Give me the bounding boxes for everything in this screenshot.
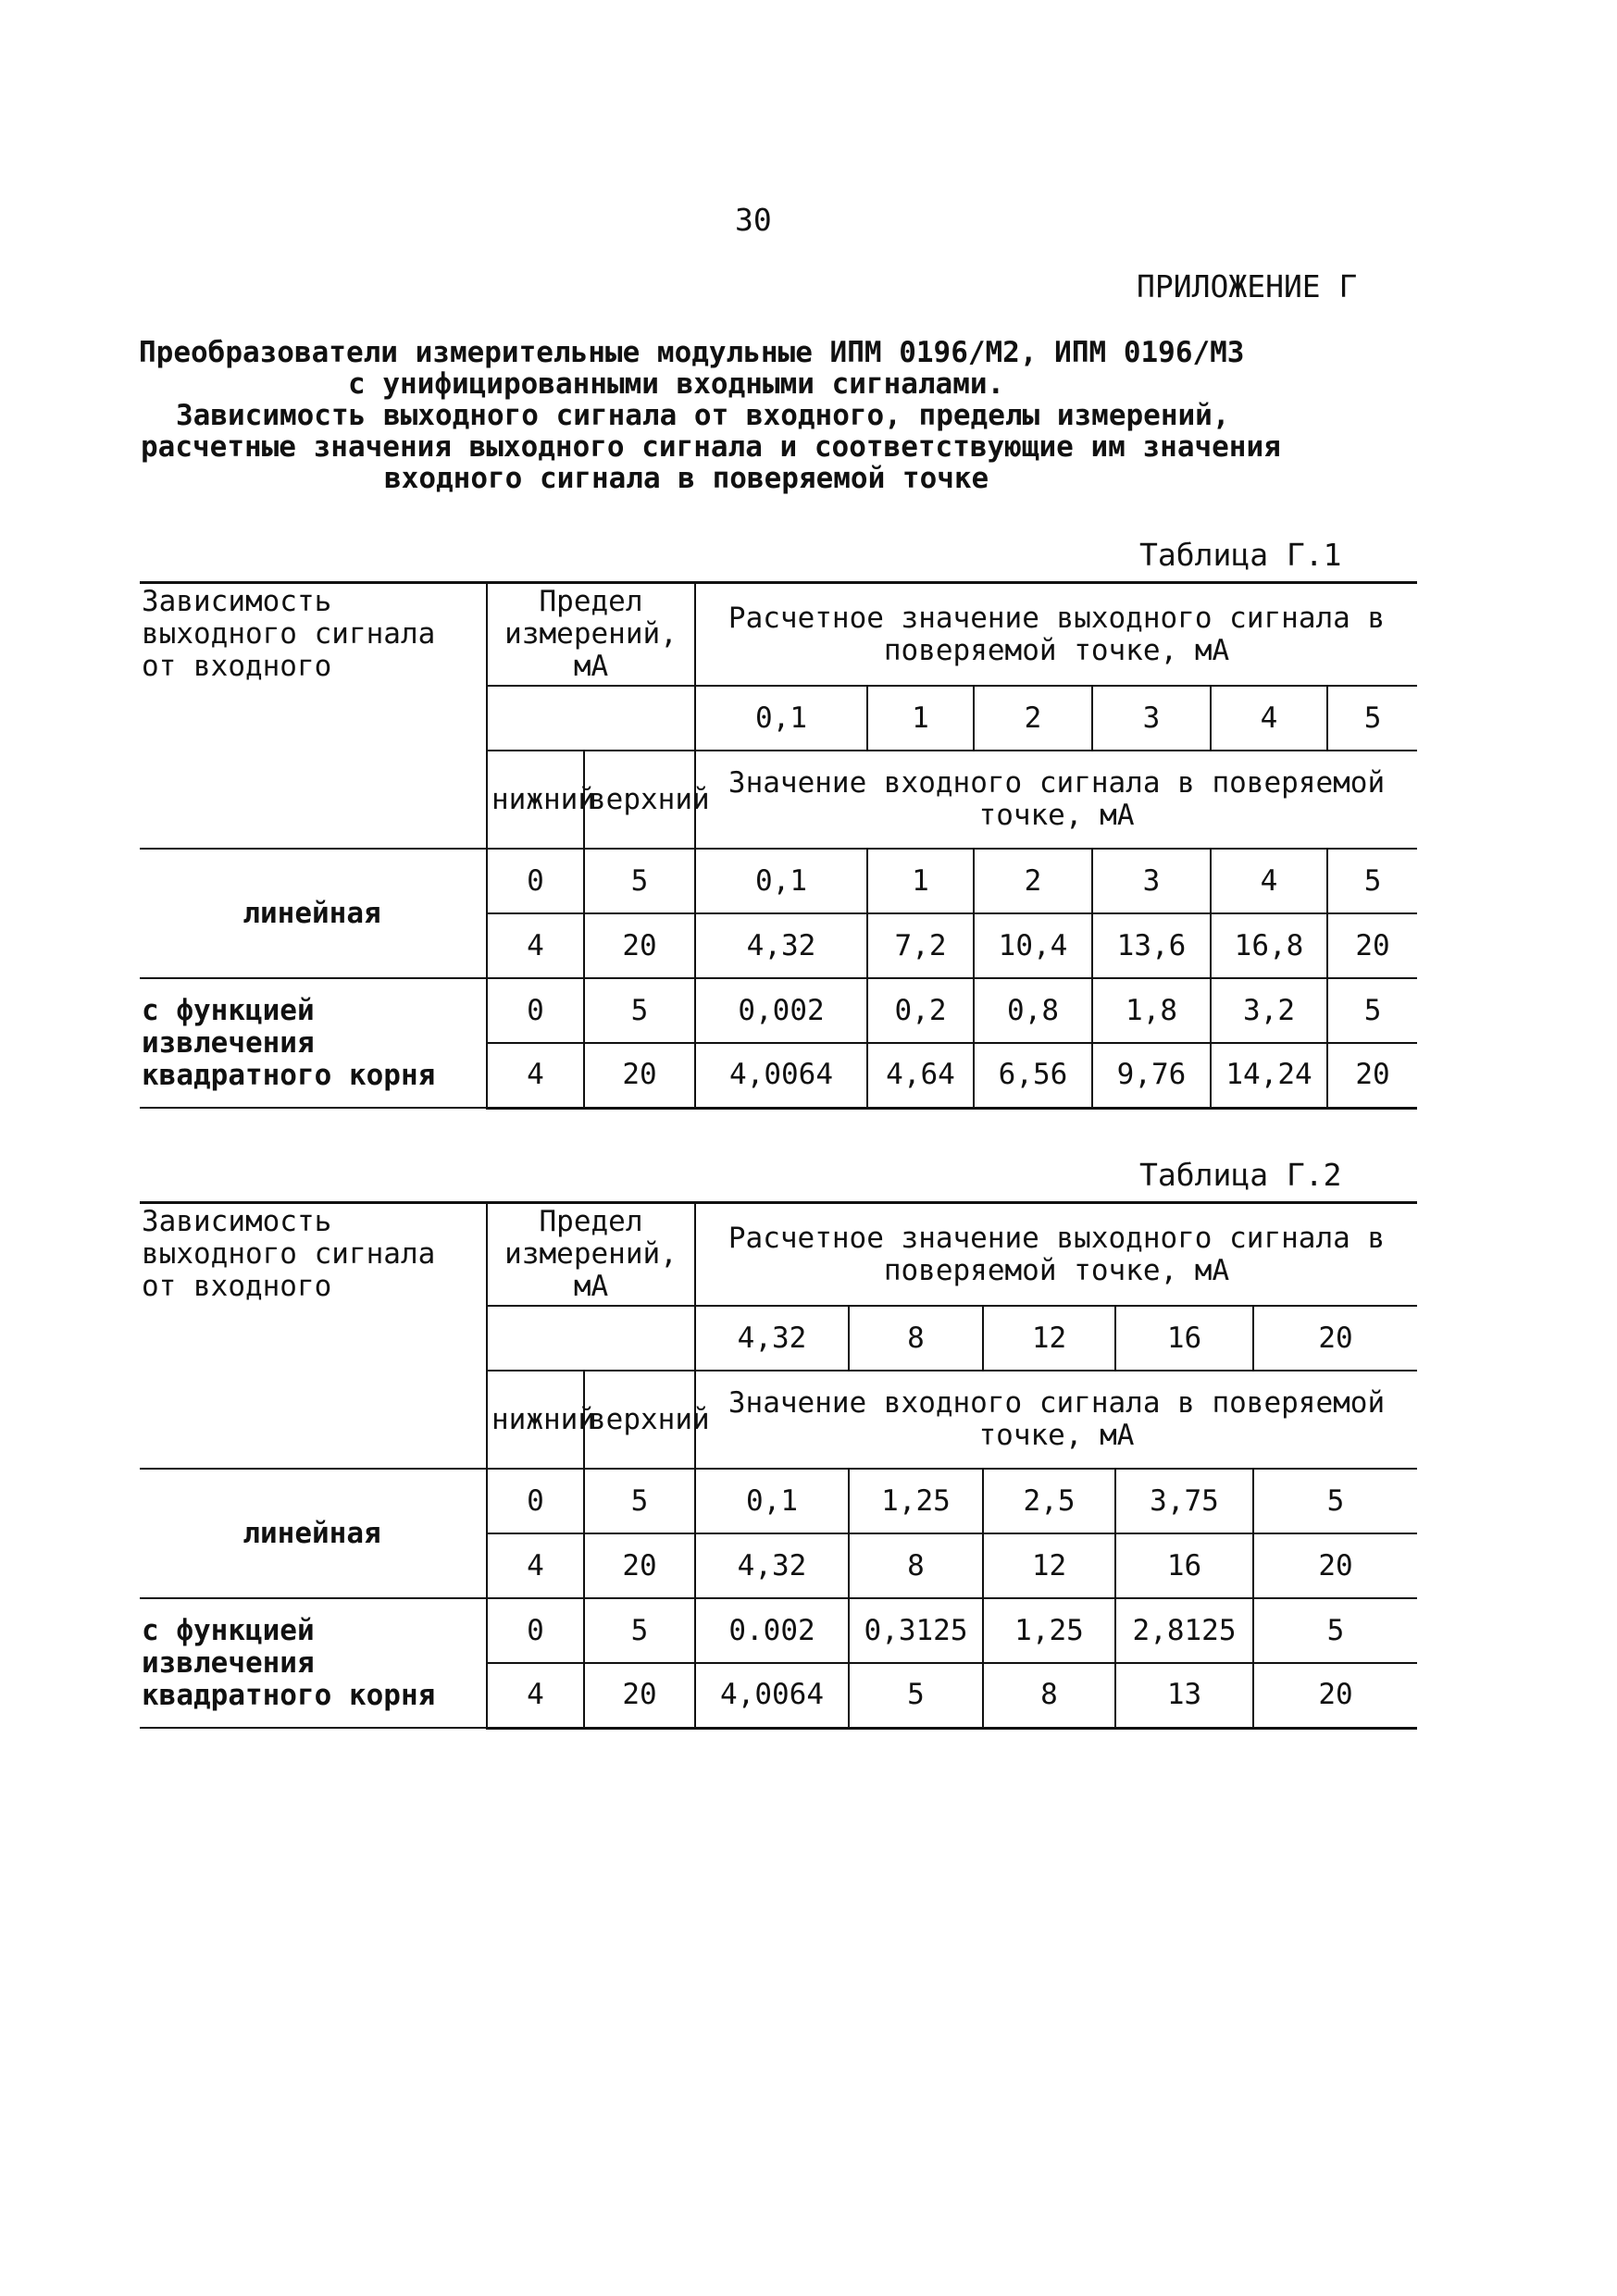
output-value: 1 xyxy=(867,686,974,751)
output-value: 0,1 xyxy=(695,686,867,751)
document-heading xyxy=(139,337,1435,494)
table-cell: 16 xyxy=(1115,1533,1253,1598)
output-value: 5 xyxy=(1327,686,1417,751)
table-cell: 0,2 xyxy=(867,978,974,1043)
table-cell: 4,32 xyxy=(695,913,867,978)
upper-limit: 20 xyxy=(584,1043,695,1108)
table-cell: 0,3125 xyxy=(849,1598,983,1663)
output-value: 3 xyxy=(1092,686,1211,751)
header-input: Значение входного сигнала в поверяемой точке, мА xyxy=(695,1371,1417,1469)
group-label: с функцией извлечения квадратного корня xyxy=(140,978,487,1108)
output-value: 2 xyxy=(974,686,1092,751)
table-cell: 2,5 xyxy=(983,1469,1115,1533)
table-cell: 4 xyxy=(1211,849,1327,913)
upper-limit: 5 xyxy=(584,978,695,1043)
table-cell: 1,8 xyxy=(1092,978,1211,1043)
table-cell: 0,1 xyxy=(695,1469,849,1533)
header-lower: нижний xyxy=(487,751,584,849)
header-input: Значение входного сигнала в поверяемой точке, мА xyxy=(695,751,1417,849)
header-limit: Предел измерений, мА xyxy=(487,583,695,687)
table-cell: 0,1 xyxy=(695,849,867,913)
upper-limit: 20 xyxy=(584,1533,695,1598)
table-cell: 1,25 xyxy=(983,1598,1115,1663)
heading-line: Зависимость выходного сигнала от входного, пределы измерений, xyxy=(176,399,1230,432)
table-cell: 4,0064 xyxy=(695,1663,849,1728)
lower-limit: 0 xyxy=(487,1469,584,1533)
table-cell: 5 xyxy=(1327,849,1417,913)
appendix-title: ПРИЛОЖЕНИЕ Г xyxy=(1137,268,1358,304)
output-value: 4 xyxy=(1211,686,1327,751)
lower-limit: 4 xyxy=(487,1533,584,1598)
table-cell: 5 xyxy=(1253,1598,1417,1663)
table2 xyxy=(140,1201,1417,1730)
table-cell: 3,2 xyxy=(1211,978,1327,1043)
upper-limit: 5 xyxy=(584,1598,695,1663)
header-limit-spacer xyxy=(487,686,695,751)
table-cell: 1,25 xyxy=(849,1469,983,1533)
table-cell: 4,0064 xyxy=(695,1043,867,1108)
table-cell: 20 xyxy=(1253,1663,1417,1728)
upper-limit: 5 xyxy=(584,849,695,913)
table-cell: 16,8 xyxy=(1211,913,1327,978)
table-cell: 2,8125 xyxy=(1115,1598,1253,1663)
table-cell: 20 xyxy=(1253,1533,1417,1598)
table-cell: 0.002 xyxy=(695,1598,849,1663)
header-limit-spacer xyxy=(487,1306,695,1371)
table2-caption: Таблица Г.2 xyxy=(1139,1157,1342,1193)
heading-line: расчетные значения выходного сигнала и соответствующие им значения xyxy=(141,430,1281,464)
lower-limit: 4 xyxy=(487,1043,584,1108)
table1-caption: Таблица Г.1 xyxy=(1139,537,1342,573)
header-lower: нижний xyxy=(487,1371,584,1469)
lower-limit: 4 xyxy=(487,1663,584,1728)
page-number: 30 xyxy=(735,202,772,238)
table-cell: 2 xyxy=(974,849,1092,913)
table-cell: 13,6 xyxy=(1092,913,1211,978)
table-cell: 3,75 xyxy=(1115,1469,1253,1533)
table-cell: 6,56 xyxy=(974,1043,1092,1108)
group-label: линейная xyxy=(140,849,487,978)
header-dependency: Зависимость выходного сигнала от входного xyxy=(140,583,487,850)
output-value: 16 xyxy=(1115,1306,1253,1371)
header-dependency: Зависимость выходного сигнала от входного xyxy=(140,1203,487,1470)
table-cell: 0,8 xyxy=(974,978,1092,1043)
group-label: с функцией извлечения квадратного корня xyxy=(140,1598,487,1728)
table-cell: 4,32 xyxy=(695,1533,849,1598)
table-cell: 5 xyxy=(1253,1469,1417,1533)
table-cell: 3 xyxy=(1092,849,1211,913)
output-value: 20 xyxy=(1253,1306,1417,1371)
lower-limit: 0 xyxy=(487,1598,584,1663)
heading-line: Преобразователи измерительные модульные ИПМ 0196/М2, ИПМ 0196/М3 xyxy=(139,336,1245,369)
output-value: 4,32 xyxy=(695,1306,849,1371)
header-output: Расчетное значение выходного сигнала в поверяемой точке, мА xyxy=(695,583,1417,687)
upper-limit: 20 xyxy=(584,1663,695,1728)
table-cell: 5 xyxy=(1327,978,1417,1043)
table-cell: 14,24 xyxy=(1211,1043,1327,1108)
lower-limit: 0 xyxy=(487,978,584,1043)
table1 xyxy=(140,581,1417,1110)
lower-limit: 0 xyxy=(487,849,584,913)
header-upper: верхний xyxy=(584,1371,695,1469)
table-cell: 12 xyxy=(983,1533,1115,1598)
output-value: 12 xyxy=(983,1306,1115,1371)
heading-line: с унифицированными входными сигналами. xyxy=(348,367,1005,401)
output-value: 8 xyxy=(849,1306,983,1371)
table-cell: 20 xyxy=(1327,913,1417,978)
table-cell: 10,4 xyxy=(974,913,1092,978)
header-limit: Предел измерений, мА xyxy=(487,1203,695,1307)
header-output: Расчетное значение выходного сигнала в поверяемой точке, мА xyxy=(695,1203,1417,1307)
header-upper: верхний xyxy=(584,751,695,849)
table-cell: 20 xyxy=(1327,1043,1417,1108)
heading-line: входного сигнала в поверяемой точке xyxy=(384,462,989,495)
table-cell: 4,64 xyxy=(867,1043,974,1108)
table-cell: 13 xyxy=(1115,1663,1253,1728)
upper-limit: 20 xyxy=(584,913,695,978)
table-cell: 9,76 xyxy=(1092,1043,1211,1108)
table-cell: 8 xyxy=(983,1663,1115,1728)
table-cell: 1 xyxy=(867,849,974,913)
table-cell: 0,002 xyxy=(695,978,867,1043)
table-cell: 8 xyxy=(849,1533,983,1598)
upper-limit: 5 xyxy=(584,1469,695,1533)
table-cell: 5 xyxy=(849,1663,983,1728)
lower-limit: 4 xyxy=(487,913,584,978)
table-cell: 7,2 xyxy=(867,913,974,978)
group-label: линейная xyxy=(140,1469,487,1598)
